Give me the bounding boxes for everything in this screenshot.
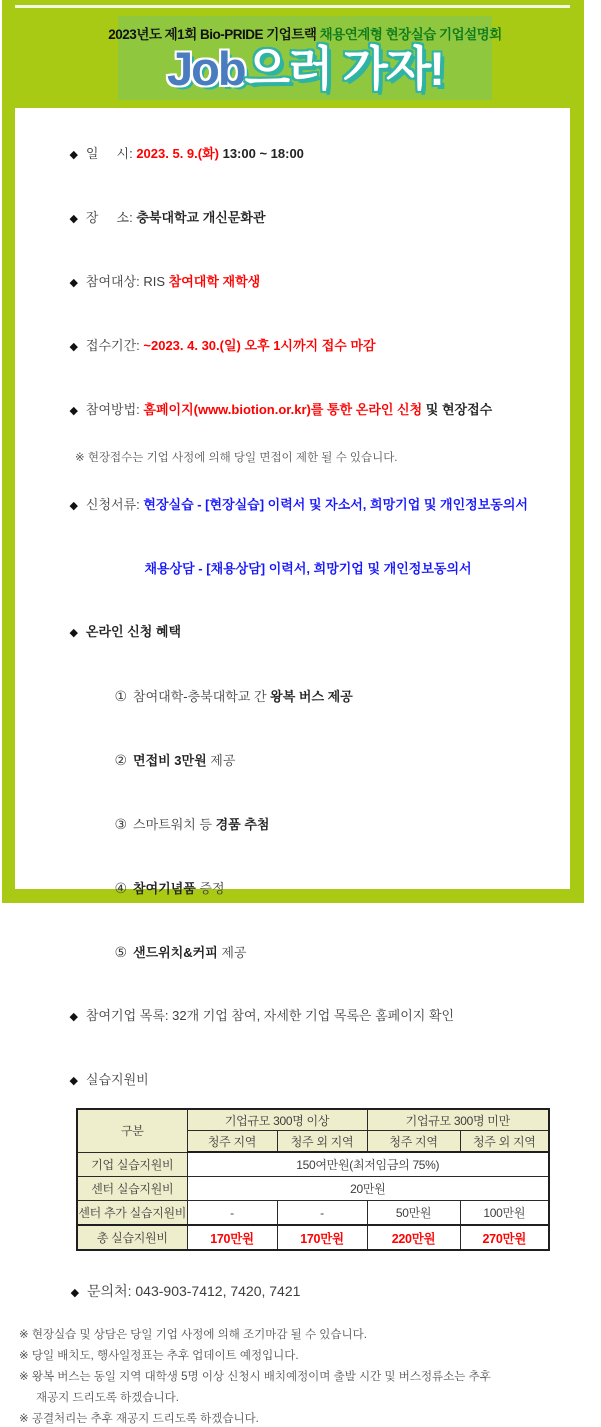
benefit-1-pre: 참여대학-충북대학교 간: [133, 689, 271, 704]
circled-number-icon: ②: [114, 752, 128, 768]
datetime-label: 일 시:: [85, 146, 137, 161]
companies-text: 참여기업 목록: 32개 기업 참여, 자세한 기업 목록은 홈페이지 확인: [85, 1008, 455, 1023]
row-cell-total: 220만원: [367, 1225, 460, 1250]
diamond-icon: ◆: [70, 1287, 80, 1299]
benefit-2-bold: 면접비 3만원: [133, 753, 207, 768]
diamond-icon: ◆: [69, 213, 78, 225]
subtitle-green-text: 채용연계형 현장실습 기업설명회: [319, 26, 502, 42]
datetime-date: 2023. 5. 9.(화): [136, 146, 219, 161]
circled-number-icon: ⑤: [114, 944, 128, 960]
diamond-icon: ◆: [69, 149, 78, 161]
footnote-2: ※ 당일 배치도, 행사일정표는 추후 업데이트 예정입니다.: [19, 1350, 299, 1362]
benefit-3-bold: 경품 추첨: [215, 817, 270, 832]
info-line-docs: [55, 481, 570, 530]
banner-subtitle: [108, 23, 501, 43]
circled-number-icon: ④: [114, 880, 128, 896]
benefit-3-pre: 스마트워치 등: [133, 817, 216, 832]
docs-line2-row: [130, 545, 570, 593]
period-value: ~2023. 4. 30.(일) 오후 1시까지 접수 마감: [143, 338, 376, 353]
benefit-5-post: 제공: [217, 945, 247, 960]
docs-line2: 채용상담 - [채용상담] 이력서, 희망기업 및 개인정보동의서: [144, 561, 472, 576]
info-line-datetime: [55, 130, 570, 179]
title-job-text: Job: [167, 41, 245, 95]
info-line-method: [55, 386, 570, 435]
benefit-item-4: [100, 864, 570, 913]
top-deco-line: [15, 5, 570, 8]
table-row-center-extra-fee: [77, 1201, 549, 1226]
header-banner: [108, 16, 502, 100]
diamond-icon: ◆: [69, 341, 78, 353]
benefit-item-3: [100, 800, 570, 849]
banner-title: [167, 41, 443, 95]
footnote-1: ※ 현장실습 및 상담은 당일 기업 사정에 의해 조기마감 될 수 있습니다.: [19, 1329, 367, 1341]
row-value: 20만원: [187, 1177, 549, 1201]
row-cell-total: 170만원: [187, 1225, 277, 1250]
table-header-row-1: [77, 1109, 549, 1131]
place-label: 장 소:: [85, 210, 137, 225]
table-sub-cell: 청주 지역: [367, 1131, 460, 1153]
companies-line: [55, 992, 570, 1041]
benefit-4-bold: 참여기념품: [133, 881, 196, 896]
benefit-item-5: [100, 928, 570, 977]
table-row-company-fee: [77, 1152, 549, 1177]
place-value: 충북대학교 개신문화관: [136, 210, 266, 225]
docs-line1: 현장실습 - [현장실습] 이력서 및 자소서, 희망기업 및 개인정보동의서: [143, 497, 528, 512]
row-cell: -: [187, 1201, 277, 1226]
target-plain: RIS: [143, 274, 169, 289]
row-label: 센터 추가 실습지원비: [77, 1201, 187, 1226]
docs-label: 신청서류:: [85, 497, 144, 512]
footnote-3: ※ 왕복 버스는 동일 지역 대학생 5명 이상 신청시 배치예정이며 출발 시간 및 버스정류소는 추후: [19, 1371, 491, 1383]
table-group2-cell: 기업규모 300명 미만: [367, 1109, 549, 1131]
info-line-place: [55, 194, 570, 243]
table-sub-cell: 청주 외 지역: [460, 1131, 549, 1153]
benefit-item-2: [100, 736, 570, 785]
table-group1-cell: 기업규모 300명 이상: [187, 1109, 367, 1131]
subtitle-black-text: 2023년도 제1회 Bio-PRIDE 기업트랙: [108, 26, 320, 42]
row-cell: -: [277, 1201, 367, 1226]
row-cell-total: 270만원: [460, 1225, 549, 1250]
method-subnote: ※ 현장접수는 기업 사정에 의해 당일 면접이 제한 될 수 있습니다.: [75, 452, 398, 464]
period-label: 접수기간:: [85, 338, 144, 353]
footnote-3-continued: 재공지 드리도록 하겠습니다.: [36, 1392, 179, 1404]
row-cell: 50만원: [367, 1201, 460, 1226]
row-label: 센터 실습지원비: [77, 1177, 187, 1201]
benefit-5-bold: 샌드위치&커피: [133, 945, 218, 960]
method-label: 참여방법:: [85, 402, 144, 417]
benefit-2-post: 제공: [206, 753, 236, 768]
target-label: 참여대상:: [85, 274, 144, 289]
row-cell-total: 170만원: [277, 1225, 367, 1250]
diamond-icon: ◆: [69, 1075, 78, 1087]
info-line-target: [55, 258, 570, 307]
row-cell: 100만원: [460, 1201, 549, 1226]
diamond-icon: ◆: [69, 500, 78, 512]
table-row-center-fee: [77, 1177, 549, 1201]
support-title: 실습지원비: [85, 1072, 149, 1087]
benefit-1-bold: 왕복 버스 제공: [270, 689, 353, 704]
circled-number-icon: ①: [114, 688, 128, 704]
diamond-icon: ◆: [69, 277, 78, 289]
row-value: 150여만원(최저임금의 75%): [187, 1152, 549, 1177]
method-red: 홈페이지(www.biotion.or.kr)를 통한 온라인 신청: [143, 402, 423, 417]
diamond-icon: ◆: [69, 627, 78, 639]
benefit-title: 온라인 신청 혜택: [85, 624, 182, 639]
support-title-line: [55, 1056, 570, 1105]
benefit-4-post: 증정: [195, 881, 225, 896]
method-rest: 및 현장접수: [422, 402, 493, 417]
benefit-item-1: [100, 672, 570, 721]
target-red: 참여대학 재학생: [168, 274, 261, 289]
contact-line: [55, 1267, 570, 1317]
diamond-icon: ◆: [69, 1011, 78, 1023]
contact-text: 문의처: 043-903-7412, 7420, 7421: [87, 1283, 301, 1299]
content-area: [15, 108, 570, 1425]
row-label: 총 실습지원비: [77, 1225, 187, 1250]
title-rest-text: 으러 가자!: [244, 41, 443, 95]
footnote-4: ※ 공결처리는 추후 재공지 드리도록 하겠습니다.: [19, 1413, 259, 1425]
table-sub-cell: 청주 외 지역: [277, 1131, 367, 1153]
info-line-period: [55, 322, 570, 371]
table-row-total-fee: [77, 1225, 549, 1250]
datetime-hours: 13:00 ~ 18:00: [218, 146, 304, 161]
diamond-icon: ◆: [69, 405, 78, 417]
table-corner-cell: 구분: [77, 1109, 187, 1152]
circled-number-icon: ③: [114, 816, 128, 832]
table-sub-cell: 청주 지역: [187, 1131, 277, 1153]
support-fee-table: [76, 1108, 550, 1251]
row-label: 기업 실습지원비: [77, 1152, 187, 1177]
benefit-title-line: [55, 608, 570, 657]
